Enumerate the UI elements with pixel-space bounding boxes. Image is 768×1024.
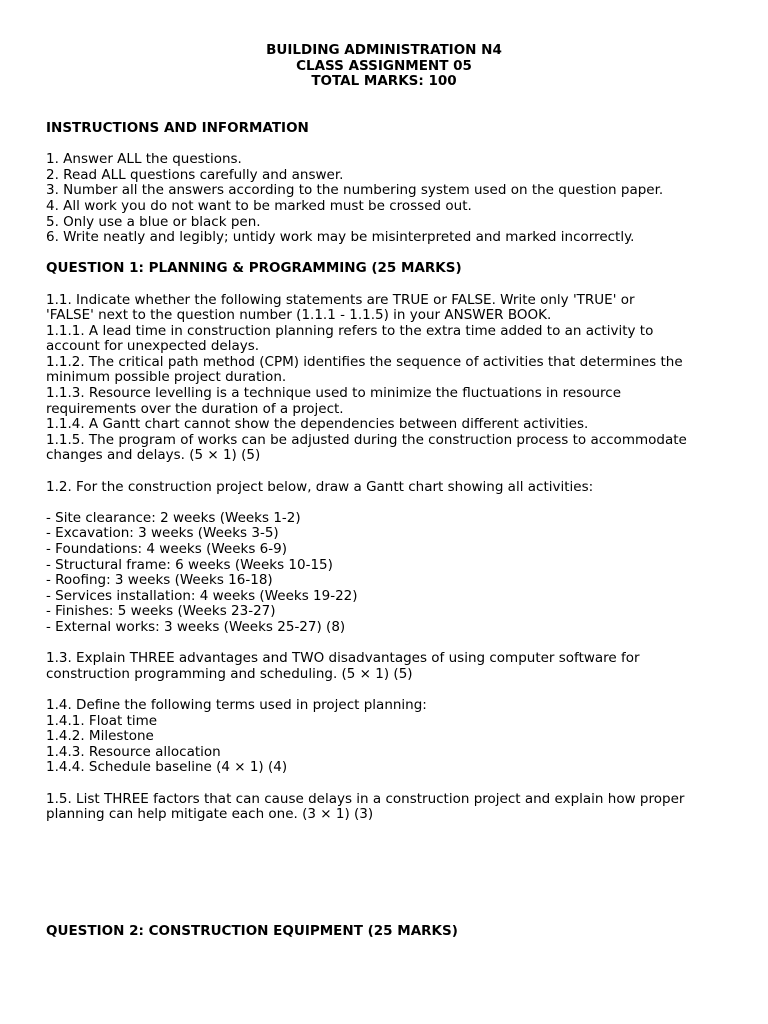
instruction-item: 2. Read ALL questions carefully and answer. [46, 166, 344, 183]
activity-item: - Foundations: 4 weeks (Weeks 6-9) [46, 541, 287, 557]
question-1-5 [46, 792, 736, 823]
instructions-list [46, 152, 736, 246]
question-text-line: 1.4.3. Resource allocation [46, 743, 221, 760]
question-text-line: 1.5. List THREE factors that can cause delays in a construction project and explain how proper [46, 790, 685, 807]
question-text-line: minimum possible project duration. [46, 369, 287, 386]
activity-item: - Excavation: 3 weeks (Weeks 3-5) [46, 525, 279, 542]
question-text-line: 1.1.1. A lead time in construction planning refers to the extra time added to an activity to [46, 322, 654, 339]
activity-item: - Structural frame: 6 weeks (Weeks 10-15) [46, 556, 333, 573]
question-text-line: 'FALSE' next to the question number (1.1.1 - 1.1.5) in your ANSWER BOOK. [46, 307, 552, 324]
total-marks: TOTAL MARKS: 100 [311, 73, 457, 90]
question-text-line: construction programming and scheduling. (5 × 1) (5) [46, 665, 413, 682]
activity-item: - Site clearance: 2 weeks (Weeks 1-2) [46, 509, 301, 526]
instruction-item: 6. Write neatly and legibly; untidy work may be misinterpreted and marked incorrectly. [46, 229, 635, 246]
activity-item: - Services installation: 4 weeks (Weeks 19-22) [46, 587, 358, 604]
instruction-item: 5. Only use a blue or black pen. [46, 213, 261, 230]
activity-list [46, 511, 736, 636]
question-1-4 [46, 698, 736, 776]
question-text-line: 1.4.4. Schedule baseline (4 × 1) (4) [46, 759, 288, 776]
question1-heading: QUESTION 1: PLANNING & PROGRAMMING (25 MARKS) [46, 260, 462, 277]
question-text-line: 1.1.3. Resource levelling is a technique used to minimize the fluctuations in resource [46, 385, 622, 402]
instruction-item: 4. All work you do not want to be marked must be crossed out. [46, 197, 472, 214]
activity-item: - External works: 3 weeks (Weeks 25-27) (8) [46, 618, 346, 635]
document-page [46, 43, 736, 939]
instructions-heading: INSTRUCTIONS AND INFORMATION [46, 119, 309, 136]
question-text-line: requirements over the duration of a project. [46, 400, 344, 417]
question-text-line: planning can help mitigate each one. (3 × 1) (3) [46, 806, 374, 823]
question-text-line: 1.4.2. Milestone [46, 728, 154, 745]
document-header [46, 43, 722, 90]
question-text-line: changes and delays. (5 × 1) (5) [46, 447, 261, 464]
question-text-line: 1.1.4. A Gantt chart cannot show the dependencies between different activities. [46, 416, 589, 433]
activity-item: - Roofing: 3 weeks (Weeks 16-18) [46, 572, 273, 589]
activity-item: - Finishes: 5 weeks (Weeks 23-27) [46, 603, 276, 620]
question-text-line: account for unexpected delays. [46, 338, 260, 355]
question-text-line: 1.1. Indicate whether the following statements are TRUE or FALSE. Write only 'TRUE' or [46, 291, 635, 308]
course-title: BUILDING ADMINISTRATION N4 [266, 42, 502, 58]
question-text-line: 1.3. Explain THREE advantages and TWO disadvantages of using computer software for [46, 650, 640, 667]
question2-heading: QUESTION 2: CONSTRUCTION EQUIPMENT (25 MARKS) [46, 922, 458, 939]
assignment-title: CLASS ASSIGNMENT 05 [296, 57, 472, 74]
instruction-item: 3. Number all the answers according to the numbering system used on the question paper. [46, 182, 664, 199]
question-1-2-intro: 1.2. For the construction project below, draw a Gantt chart showing all activities: [46, 478, 594, 495]
question-text-line: 1.1.2. The critical path method (CPM) identifies the sequence of activities that determines the [46, 353, 683, 370]
question-1-3 [46, 651, 736, 682]
question-text-line: 1.4.1. Float time [46, 712, 158, 729]
question-text-line: 1.4. Define the following terms used in project planning: [46, 696, 427, 713]
question-1-1 [46, 293, 736, 465]
question-text-line: 1.1.5. The program of works can be adjusted during the construction process to accommodate [46, 431, 687, 448]
instruction-item: 1. Answer ALL the questions. [46, 151, 242, 168]
